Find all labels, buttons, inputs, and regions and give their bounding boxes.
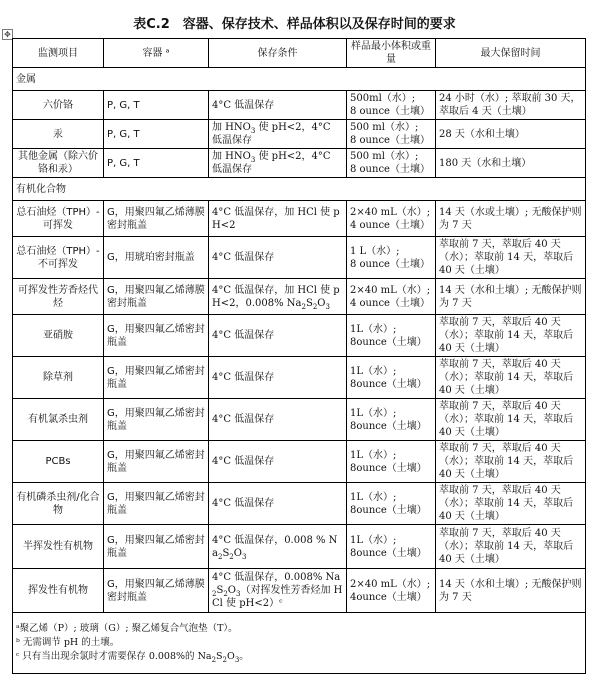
cell-condition: 4°C 低温保存 xyxy=(209,91,347,120)
requirements-table xyxy=(12,38,586,674)
cell-condition: 加 $HNO_3$ 使 pH<2，4°C 低温保存 xyxy=(209,120,347,149)
cell-time: 14 天（水和土壤）; 无酸保护则为 7 天 xyxy=(436,569,586,613)
header-item: 监测项目 xyxy=(13,39,104,68)
cell-item: PCBs xyxy=(13,441,104,483)
cell-time: 24 小时（水）; 萃取前 30 天，萃取后 4 天（土壤） xyxy=(436,91,586,120)
cell-item: 有机磷杀虫剂/化合物 xyxy=(13,483,104,525)
cell-item: 总石油烃（TPH）-不可挥发 xyxy=(13,237,104,279)
table-row xyxy=(13,399,586,441)
header-row xyxy=(13,39,586,68)
cell-volume: 2×40 mL（水）; 4 ounce（土壤） xyxy=(347,201,436,237)
cell-time: 萃取前 7 天，萃取后 40 天（水）；萃取前 14 天，萃取后 40 天（土壤） xyxy=(436,399,586,441)
cell-time: 萃取前 7 天，萃取后 40 天（水）；萃取前 14 天，萃取后 40 天（土壤） xyxy=(436,525,586,569)
table-title: 表C.2 容器、保存技术、样品体积以及保存时间的要求 xyxy=(133,17,456,32)
cell-volume: 2×40 mL（水）; 4 ounce（土壤） xyxy=(347,279,436,315)
cell-condition: 4°C 低温保存 xyxy=(209,237,347,279)
cell-volume: 1L（水）; 8ounce（土壤） xyxy=(347,525,436,569)
cell-item: 其他金属（除六价铬和汞） xyxy=(13,149,104,178)
table-row xyxy=(13,483,586,525)
cell-container: G，用聚四氟乙烯密封瓶盖 xyxy=(104,315,209,357)
cell-volume: 500 ml（水）; 8 ounce（土壤） xyxy=(347,149,436,178)
cell-condition: 4°C 低温保存 xyxy=(209,399,347,441)
table-row xyxy=(13,357,586,399)
footnote: ᵃ聚乙烯（P）; 玻璃（G）; 聚乙烯复合气泡垫（T）。 xyxy=(16,623,238,634)
table-row xyxy=(13,120,586,149)
table-row xyxy=(13,525,586,569)
table-move-handle-icon[interactable]: ✥ xyxy=(2,29,13,40)
cell-time: 萃取前 7 天，萃取后 40 天（水）；萃取前 14 天，萃取后 40 天（土壤） xyxy=(436,357,586,399)
cell-time: 14 天（水和土壤）; 无酸保护则为 7 天 xyxy=(436,279,586,315)
cell-volume: 1L（水）; 8ounce（土壤） xyxy=(347,357,436,399)
header-condition: 保存条件 xyxy=(209,39,347,68)
cell-item: 总石油烃（TPH）-可挥发 xyxy=(13,201,104,237)
cell-condition: 4°C 低温保存，0.008 % $Na_2S_2O_3$ xyxy=(209,525,347,569)
cell-condition: 4°C 低温保存 xyxy=(209,357,347,399)
cell-volume: 1L（水）; 8ounce（土壤） xyxy=(347,399,436,441)
cell-volume: 1L（水）; 8ounce（土壤） xyxy=(347,315,436,357)
cell-condition: 4°C 低温保存 xyxy=(209,483,347,525)
cell-time: 14 天（水或土壤）; 无酸保护则为 7 天 xyxy=(436,201,586,237)
cell-container: G，用聚四氟乙烯密封瓶盖 xyxy=(104,399,209,441)
cell-container: G，用聚四氟乙烯薄膜密封瓶盖 xyxy=(104,201,209,237)
cell-time: 萃取前 7 天，萃取后 40 天（水）；萃取前 14 天，萃取后 40 天（土壤） xyxy=(436,441,586,483)
cell-condition: 4°C 低温保存，加 HCl 使 pH<2，0.008% $Na_2S_2O_3$ xyxy=(209,279,347,315)
cell-time: 萃取前 7 天，萃取后 40 天（水）；萃取前 14 天，萃取后 40 天（土壤） xyxy=(436,315,586,357)
table-row xyxy=(13,279,586,315)
cell-container: G，用聚四氟乙烯密封瓶盖 xyxy=(104,525,209,569)
cell-condition: 加 $HNO_3$ 使 pH<2，4°C 低温保存 xyxy=(209,149,347,178)
table-row xyxy=(13,91,586,120)
header-container: 容器 ᵃ xyxy=(104,39,209,68)
cell-container: G，用聚四氟乙烯薄膜密封瓶盖 xyxy=(104,569,209,613)
cell-condition: 4°C 低温保存，加 HCl 使 pH<2 xyxy=(209,201,347,237)
cell-time: 180 天（水和土壤） xyxy=(436,149,586,178)
cell-volume: 1L（水）; 8ounce（土壤） xyxy=(347,441,436,483)
cell-time: 萃取前 7 天，萃取后 40 天（水）；萃取前 14 天，萃取后 40 天（土壤） xyxy=(436,237,586,279)
cell-item: 挥发性有机物 xyxy=(13,569,104,613)
header-time: 最大保留时间 xyxy=(436,39,586,68)
cell-item: 亚硝胺 xyxy=(13,315,104,357)
cell-item: 有机氯杀虫剂 xyxy=(13,399,104,441)
cell-item: 可挥发性芳香烃代烃 xyxy=(13,279,104,315)
footnote: ᶜ 只有当出现余氯时才需要保存 0.008%的 $Na_2S_2O_3$。 xyxy=(16,651,249,664)
cell-volume: 1L（水）; 8ounce（土壤） xyxy=(347,483,436,525)
cell-container: G，用聚四氟乙烯密封瓶盖 xyxy=(104,483,209,525)
footnote: ᵇ 无需调节 pH 的土壤。 xyxy=(16,637,120,648)
cell-item: 除草剂 xyxy=(13,357,104,399)
table-row xyxy=(13,149,586,178)
cell-container: P, G, T xyxy=(104,120,209,149)
cell-container: G，用聚四氟乙烯薄膜密封瓶盖 xyxy=(104,279,209,315)
cell-time: 28 天（水和土壤） xyxy=(436,120,586,149)
cell-item: 六价铬 xyxy=(13,91,104,120)
cell-container: G，用聚四氟乙烯密封瓶盖 xyxy=(104,357,209,399)
cell-item: 半挥发性有机物 xyxy=(13,525,104,569)
cell-container: G，用聚四氟乙烯密封瓶盖 xyxy=(104,441,209,483)
cell-volume: 500ml（水）; 8 ounce（土壤） xyxy=(347,91,436,120)
cell-condition: 4°C 低温保存 xyxy=(209,441,347,483)
cell-condition: 4°C 低温保存 xyxy=(209,315,347,357)
cell-volume: 500 ml（水）; 8 ounce（土壤） xyxy=(347,120,436,149)
table-row xyxy=(13,441,586,483)
cell-volume: 1 L（水）; 8 ounce（土壤） xyxy=(347,237,436,279)
table-row xyxy=(13,569,586,613)
cell-time: 萃取前 7 天，萃取后 40 天（水）；萃取前 14 天，萃取后 40 天（土壤） xyxy=(436,483,586,525)
section-organics: 有机化合物 xyxy=(13,178,586,201)
cell-volume: 2×40 mL（水）; 4ounce（土壤） xyxy=(347,569,436,613)
section-metals: 金属 xyxy=(13,68,586,91)
header-volume: 样品最小体积或重量 xyxy=(347,39,436,68)
cell-container: G，用琥珀密封瓶盖 xyxy=(104,237,209,279)
table-row xyxy=(13,201,586,237)
cell-container: P, G, T xyxy=(104,149,209,178)
cell-item: 汞 xyxy=(13,120,104,149)
table-row xyxy=(13,237,586,279)
cell-container: P, G, T xyxy=(104,91,209,120)
table-notes xyxy=(13,613,586,674)
cell-condition: 4°C 低温保存，0.008% $Na_2S_2O_3$（对挥发性芳香烃加 HCl 使 pH<2）ᶜ xyxy=(209,569,347,613)
table-row xyxy=(13,315,586,357)
